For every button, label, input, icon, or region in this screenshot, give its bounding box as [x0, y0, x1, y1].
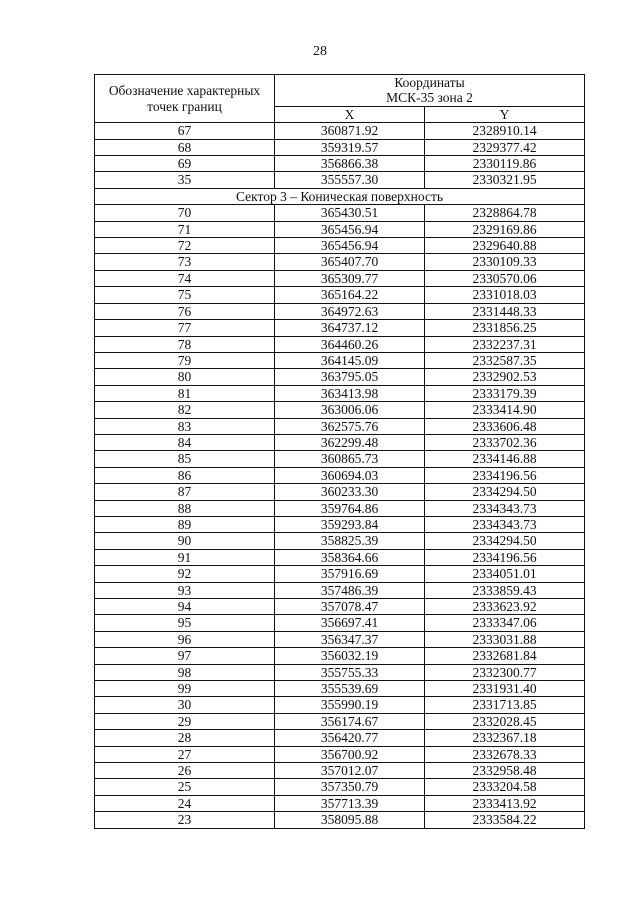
- y-coordinate-cell: 2332681.84: [425, 648, 585, 664]
- y-coordinate-cell: 2333702.36: [425, 434, 585, 450]
- y-coordinate-cell: 2329640.88: [425, 238, 585, 254]
- y-coordinate-cell: 2332237.31: [425, 336, 585, 352]
- x-coordinate-cell: 365407.70: [275, 254, 425, 270]
- x-coordinate-cell: 365430.51: [275, 205, 425, 221]
- point-id-cell: 74: [95, 270, 275, 286]
- table-row: [95, 779, 585, 795]
- table-row: [95, 795, 585, 811]
- header-point-label-line1: Обозначение характерных: [108, 83, 261, 99]
- table-row: [95, 156, 585, 172]
- table-row: [95, 615, 585, 631]
- point-id-cell: 27: [95, 746, 275, 762]
- y-coordinate-cell: 2329377.42: [425, 139, 585, 155]
- y-coordinate-cell: 2332028.45: [425, 713, 585, 729]
- x-coordinate-cell: 357350.79: [275, 779, 425, 795]
- point-id-cell: 96: [95, 631, 275, 647]
- y-coordinate-cell: 2330119.86: [425, 156, 585, 172]
- table-row: [95, 681, 585, 697]
- y-coordinate-cell: 2331856.25: [425, 320, 585, 336]
- x-coordinate-cell: 360233.30: [275, 484, 425, 500]
- y-coordinate-cell: 2328910.14: [425, 123, 585, 139]
- x-coordinate-cell: 357916.69: [275, 566, 425, 582]
- x-coordinate-cell: 356697.41: [275, 615, 425, 631]
- header-x: X: [275, 106, 425, 122]
- x-coordinate-cell: 363413.98: [275, 385, 425, 401]
- table-row: [95, 582, 585, 598]
- table-row: [95, 467, 585, 483]
- table-row: [95, 369, 585, 385]
- x-coordinate-cell: 359293.84: [275, 516, 425, 532]
- point-id-cell: 85: [95, 451, 275, 467]
- page-number: 28: [313, 44, 327, 59]
- x-coordinate-cell: 358364.66: [275, 549, 425, 565]
- table-row: [95, 123, 585, 139]
- point-id-cell: 30: [95, 697, 275, 713]
- point-id-cell: 86: [95, 467, 275, 483]
- x-coordinate-cell: 357713.39: [275, 795, 425, 811]
- coordinates-table: [94, 74, 585, 829]
- point-id-cell: 68: [95, 139, 275, 155]
- y-coordinate-cell: 2334196.56: [425, 467, 585, 483]
- x-coordinate-cell: 364460.26: [275, 336, 425, 352]
- point-id-cell: 99: [95, 681, 275, 697]
- point-id-cell: 92: [95, 566, 275, 582]
- header-coordinates-line1: Координаты: [394, 75, 465, 90]
- point-id-cell: 70: [95, 205, 275, 221]
- table-row: [95, 648, 585, 664]
- x-coordinate-cell: 357078.47: [275, 599, 425, 615]
- x-coordinate-cell: 362299.48: [275, 434, 425, 450]
- header-coordinates-group: [275, 75, 585, 107]
- point-id-cell: 24: [95, 795, 275, 811]
- y-coordinate-cell: 2333584.22: [425, 812, 585, 828]
- table-row: [95, 451, 585, 467]
- point-id-cell: 94: [95, 599, 275, 615]
- x-coordinate-cell: 365456.94: [275, 221, 425, 237]
- x-coordinate-cell: 356866.38: [275, 156, 425, 172]
- section-row-group: [95, 188, 585, 204]
- header-point-label: [95, 75, 275, 123]
- point-id-cell: 35: [95, 172, 275, 188]
- x-coordinate-cell: 362575.76: [275, 418, 425, 434]
- point-id-cell: 72: [95, 238, 275, 254]
- y-coordinate-cell: 2333606.48: [425, 418, 585, 434]
- y-coordinate-cell: 2333623.92: [425, 599, 585, 615]
- y-coordinate-cell: 2333179.39: [425, 385, 585, 401]
- point-id-cell: 98: [95, 664, 275, 680]
- point-id-cell: 80: [95, 369, 275, 385]
- point-id-cell: 95: [95, 615, 275, 631]
- point-id-cell: 88: [95, 500, 275, 516]
- x-coordinate-cell: 357012.07: [275, 763, 425, 779]
- y-coordinate-cell: 2334294.50: [425, 533, 585, 549]
- point-id-cell: 93: [95, 582, 275, 598]
- y-coordinate-cell: 2330570.06: [425, 270, 585, 286]
- table-row: [95, 172, 585, 188]
- y-coordinate-cell: 2334343.73: [425, 516, 585, 532]
- point-id-cell: 84: [95, 434, 275, 450]
- table-row: [95, 746, 585, 762]
- x-coordinate-cell: 359319.57: [275, 139, 425, 155]
- y-coordinate-cell: 2332367.18: [425, 730, 585, 746]
- table-row: [95, 238, 585, 254]
- x-coordinate-cell: 355557.30: [275, 172, 425, 188]
- y-coordinate-cell: 2333859.43: [425, 582, 585, 598]
- table-row: [95, 221, 585, 237]
- y-coordinate-cell: 2331448.33: [425, 303, 585, 319]
- table-header: [95, 75, 585, 123]
- y-coordinate-cell: 2332902.53: [425, 369, 585, 385]
- header-coordinates-line2: МСК-35 зона 2: [386, 90, 473, 106]
- table-row: [95, 303, 585, 319]
- y-coordinate-cell: 2333414.90: [425, 402, 585, 418]
- x-coordinate-cell: 363795.05: [275, 369, 425, 385]
- table-row: [95, 500, 585, 516]
- x-coordinate-cell: 360871.92: [275, 123, 425, 139]
- table-row: [95, 402, 585, 418]
- header-point-label-line2: точек границ: [147, 98, 222, 114]
- table-row: [95, 352, 585, 368]
- table-row: [95, 385, 585, 401]
- point-id-cell: 73: [95, 254, 275, 270]
- point-id-cell: 29: [95, 713, 275, 729]
- point-id-cell: 75: [95, 287, 275, 303]
- table-row: [95, 763, 585, 779]
- x-coordinate-cell: 355990.19: [275, 697, 425, 713]
- x-coordinate-cell: 355755.33: [275, 664, 425, 680]
- table-row: [95, 812, 585, 828]
- x-coordinate-cell: 365164.22: [275, 287, 425, 303]
- y-coordinate-cell: 2333031.88: [425, 631, 585, 647]
- y-coordinate-cell: 2331931.40: [425, 681, 585, 697]
- y-coordinate-cell: 2330109.33: [425, 254, 585, 270]
- table-row: [95, 566, 585, 582]
- x-coordinate-cell: 364145.09: [275, 352, 425, 368]
- x-coordinate-cell: 356347.37: [275, 631, 425, 647]
- table-row: [95, 533, 585, 549]
- section-title: Сектор 3 – Коническая поверхность: [95, 188, 585, 204]
- point-id-cell: 25: [95, 779, 275, 795]
- x-coordinate-cell: 364972.63: [275, 303, 425, 319]
- point-id-cell: 26: [95, 763, 275, 779]
- y-coordinate-cell: 2330321.95: [425, 172, 585, 188]
- table-row: [95, 664, 585, 680]
- point-id-cell: 87: [95, 484, 275, 500]
- point-id-cell: 76: [95, 303, 275, 319]
- y-coordinate-cell: 2333204.58: [425, 779, 585, 795]
- x-coordinate-cell: 365456.94: [275, 238, 425, 254]
- y-coordinate-cell: 2332678.33: [425, 746, 585, 762]
- table-row: [95, 599, 585, 615]
- table-row: [95, 730, 585, 746]
- point-id-cell: 69: [95, 156, 275, 172]
- x-coordinate-cell: 355539.69: [275, 681, 425, 697]
- x-coordinate-cell: 356700.92: [275, 746, 425, 762]
- point-id-cell: 23: [95, 812, 275, 828]
- y-coordinate-cell: 2334051.01: [425, 566, 585, 582]
- y-coordinate-cell: 2334294.50: [425, 484, 585, 500]
- y-coordinate-cell: 2334196.56: [425, 549, 585, 565]
- table-row: [95, 320, 585, 336]
- x-coordinate-cell: 358095.88: [275, 812, 425, 828]
- table-row: [95, 336, 585, 352]
- point-id-cell: 97: [95, 648, 275, 664]
- table-row: [95, 516, 585, 532]
- x-coordinate-cell: 363006.06: [275, 402, 425, 418]
- table-row: [95, 139, 585, 155]
- y-coordinate-cell: 2333347.06: [425, 615, 585, 631]
- table-row: [95, 205, 585, 221]
- y-coordinate-cell: 2332300.77: [425, 664, 585, 680]
- table-row: [95, 549, 585, 565]
- table-row: [95, 484, 585, 500]
- x-coordinate-cell: 357486.39: [275, 582, 425, 598]
- y-coordinate-cell: 2332587.35: [425, 352, 585, 368]
- point-id-cell: 71: [95, 221, 275, 237]
- point-id-cell: 77: [95, 320, 275, 336]
- y-coordinate-cell: 2332958.48: [425, 763, 585, 779]
- x-coordinate-cell: 356032.19: [275, 648, 425, 664]
- point-id-cell: 83: [95, 418, 275, 434]
- point-id-cell: 78: [95, 336, 275, 352]
- y-coordinate-cell: 2334343.73: [425, 500, 585, 516]
- header-y: Y: [425, 106, 585, 122]
- table-row: [95, 254, 585, 270]
- point-id-cell: 82: [95, 402, 275, 418]
- point-id-cell: 90: [95, 533, 275, 549]
- table-row: [95, 713, 585, 729]
- x-coordinate-cell: 365309.77: [275, 270, 425, 286]
- y-coordinate-cell: 2329169.86: [425, 221, 585, 237]
- x-coordinate-cell: 364737.12: [275, 320, 425, 336]
- table-row: [95, 270, 585, 286]
- x-coordinate-cell: 360865.73: [275, 451, 425, 467]
- y-coordinate-cell: 2334146.88: [425, 451, 585, 467]
- point-id-cell: 28: [95, 730, 275, 746]
- y-coordinate-cell: 2331018.03: [425, 287, 585, 303]
- point-id-cell: 79: [95, 352, 275, 368]
- table-row: [95, 631, 585, 647]
- x-coordinate-cell: 356420.77: [275, 730, 425, 746]
- point-id-cell: 91: [95, 549, 275, 565]
- point-id-cell: 67: [95, 123, 275, 139]
- table-row: [95, 697, 585, 713]
- point-id-cell: 81: [95, 385, 275, 401]
- point-id-cell: 89: [95, 516, 275, 532]
- x-coordinate-cell: 356174.67: [275, 713, 425, 729]
- y-coordinate-cell: 2331713.85: [425, 697, 585, 713]
- y-coordinate-cell: 2328864.78: [425, 205, 585, 221]
- section-row: [95, 188, 585, 204]
- x-coordinate-cell: 360694.03: [275, 467, 425, 483]
- x-coordinate-cell: 359764.86: [275, 500, 425, 516]
- y-coordinate-cell: 2333413.92: [425, 795, 585, 811]
- x-coordinate-cell: 358825.39: [275, 533, 425, 549]
- table-row: [95, 287, 585, 303]
- table-body-after: [95, 205, 585, 828]
- table-body-before: [95, 123, 585, 189]
- table-row: [95, 434, 585, 450]
- table-row: [95, 418, 585, 434]
